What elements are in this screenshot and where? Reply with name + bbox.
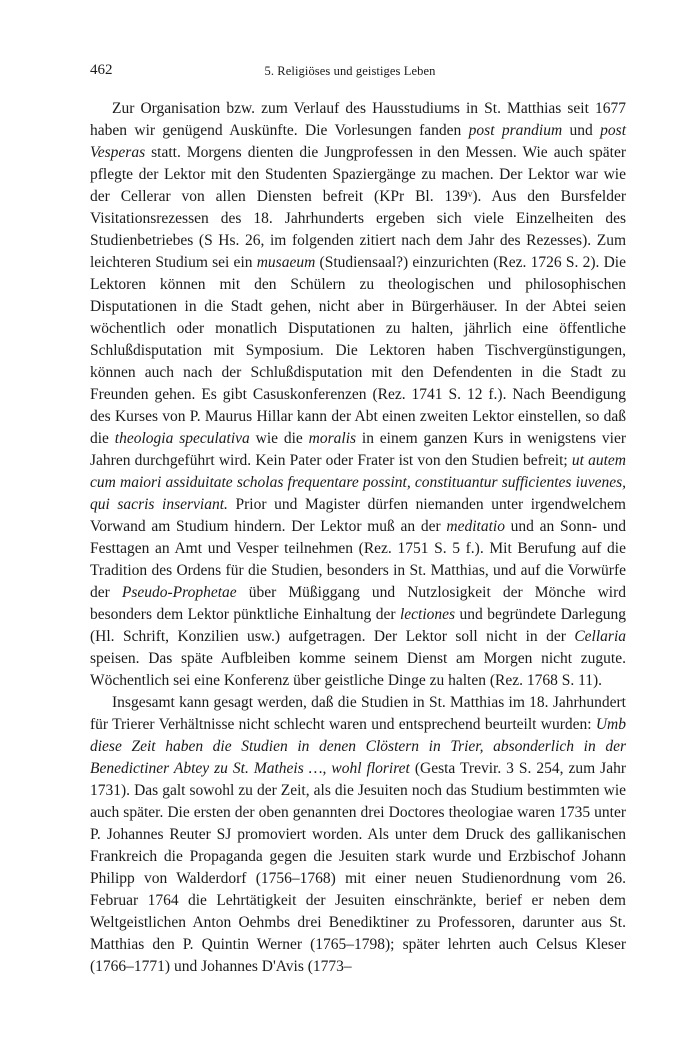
italic-phrase: theologia speculativa (114, 430, 250, 447)
italic-phrase: Cellaria (574, 628, 626, 645)
paragraph-2 (90, 692, 626, 978)
italic-phrase: meditatio (446, 518, 505, 535)
text-run: Zur Organisation bzw. zum Verlauf des Hausstudiums in St. Matthias seit 1677 haben wir genügend Auskünfte. Die Vorlesungen fanden (90, 100, 626, 139)
text-run: statt. Morgens dienten die Jungprofessen in den Messen. Wie auch später pflegte der Lektor mit den Studenten Spaziergänge zu machen. Der Lektor war wie der Cellerar von allen Diensten befreit (KPr Bl. 139ᵛ). Aus den Bursfelder Visitationsrezessen des 18. Jahrhunderts ergeben sich viele Einzelheiten des Studienbetriebes (S Hs. 26, im folgenden zitiert nach dem Jahr des Rezesses). Zum leichteren Studium sei ein (90, 144, 626, 271)
text-run: und an Sonn- und Festtagen an Amt und Vesper teilnehmen (Rez. 1751 S. 5 f.). Mit Berufung auf die Tradition des Ordens für die Studien, besonders in St. Matthias, und auf die Vorwürfe der (90, 518, 626, 601)
italic-phrase: Umb diese Zeit haben die Studien in denen Clöstern in Trier, absonderlich in der Benedictiner Abtey zu St. Matheis …, wohl floriret (90, 716, 626, 777)
running-title: 5. Religiöses und geistiges Leben (264, 64, 436, 78)
italic-phrase: post Vesperas (90, 122, 627, 161)
text-run: Prior und Magister dürfen niemanden unter irgendwelchem Vorwand am Studium hindern. Der Lektor muß an der (90, 496, 626, 535)
text-run: wie die (249, 430, 309, 447)
text-run: speisen. Das späte Aufbleiben komme seinem Dienst am Morgen nicht zugute. Wöchentlich sei eine Konferenz über geistliche Dinge zu halten (Rez. 1768 S. 11). (90, 650, 626, 689)
text-run: (Gesta Trevir. 3 S. 254, zum Jahr 1731). Das galt sowohl zu der Zeit, als die Jesuiten noch das Studium bestimmten wie auch später. Die ersten der oben genannten drei Doctores theologiae waren 1735 unter P. Johannes Reuter SJ promoviert worden. Als unter dem Druck des gallikanischen Frankreich die Propaganda gegen die Jesuiten stark wurde und Erzbischof Johann Philipp von Walderdorf (1756–1768) mit einer neuen Studienordnung vom 26. Februar 1764 die Lehrtätigkeit der Jesuiten einschränkte, berief er neben dem Weltgeistlichen Anton Oehmbs drei Benediktiner zu Professoren, darunter aus St. Matthias den P. Quintin Werner (1765–1798); später lehrten auch Celsus Kleser (1766–1771) und Johannes D'Avis (1773– (90, 760, 626, 975)
text-run: (Studiensaal?) einzurichten (Rez. 1726 S. 2). Die Lektoren können mit den Schülern zu theologischen und philosophischen Disputationen in die Stadt gehen, nicht aber in Bürgerhäuser. In der Abtei seien wöchentlich oder monatlich Disputationen zu halten, jährlich eine öffentliche Schlußdisputation mit Symposium. Die Lektoren haben Tischvergünstigungen, können auch nach der Schlußdisputation mit den Defendenten in die Stadt zu Freunden gehen. Es gibt Casuskonferenzen (Rez. 1741 S. 12 f.). Nach Beendigung des Kurses von P. Maurus Hillar kann der Abt einen zweiten Lektor einstellen, so daß die (90, 254, 626, 447)
text-run: in einem ganzen Kurs in wenigstens vier Jahren durchgeführt wird. Kein Pater oder Frater ist von den Studien befreit; (90, 430, 626, 469)
italic-phrase: post prandium (468, 122, 563, 139)
italic-phrase: ut autem cum maiori assiduitate scholas frequentare possint, constituantur sufficientes iuvenes, qui sacris inserviant. (90, 452, 626, 513)
italic-phrase: musaeum (256, 254, 316, 271)
text-run: und (562, 122, 601, 139)
italic-phrase: lectiones (399, 606, 456, 623)
italic-phrase: moralis (308, 430, 357, 447)
text-run: über Müßiggang und Nutzlosigkeit der Mönche wird besonders dem Lektor pünktliche Einhaltung der (90, 584, 626, 623)
page-number: 462 (90, 62, 113, 78)
text-run: Insgesamt kann gesagt werden, daß die Studien in St. Matthias im 18. Jahrhundert für Trierer Verhältnisse nicht schlecht waren und entsprechend beurteilt wurden: (90, 694, 626, 733)
body-text (90, 98, 626, 978)
text-run: und begründete Darlegung (Hl. Schrift, Konzilien usw.) aufgetragen. Der Lektor soll nicht in der (90, 606, 626, 645)
italic-phrase: Pseudo-Prophetae (121, 584, 237, 601)
paragraph-1 (90, 98, 626, 692)
